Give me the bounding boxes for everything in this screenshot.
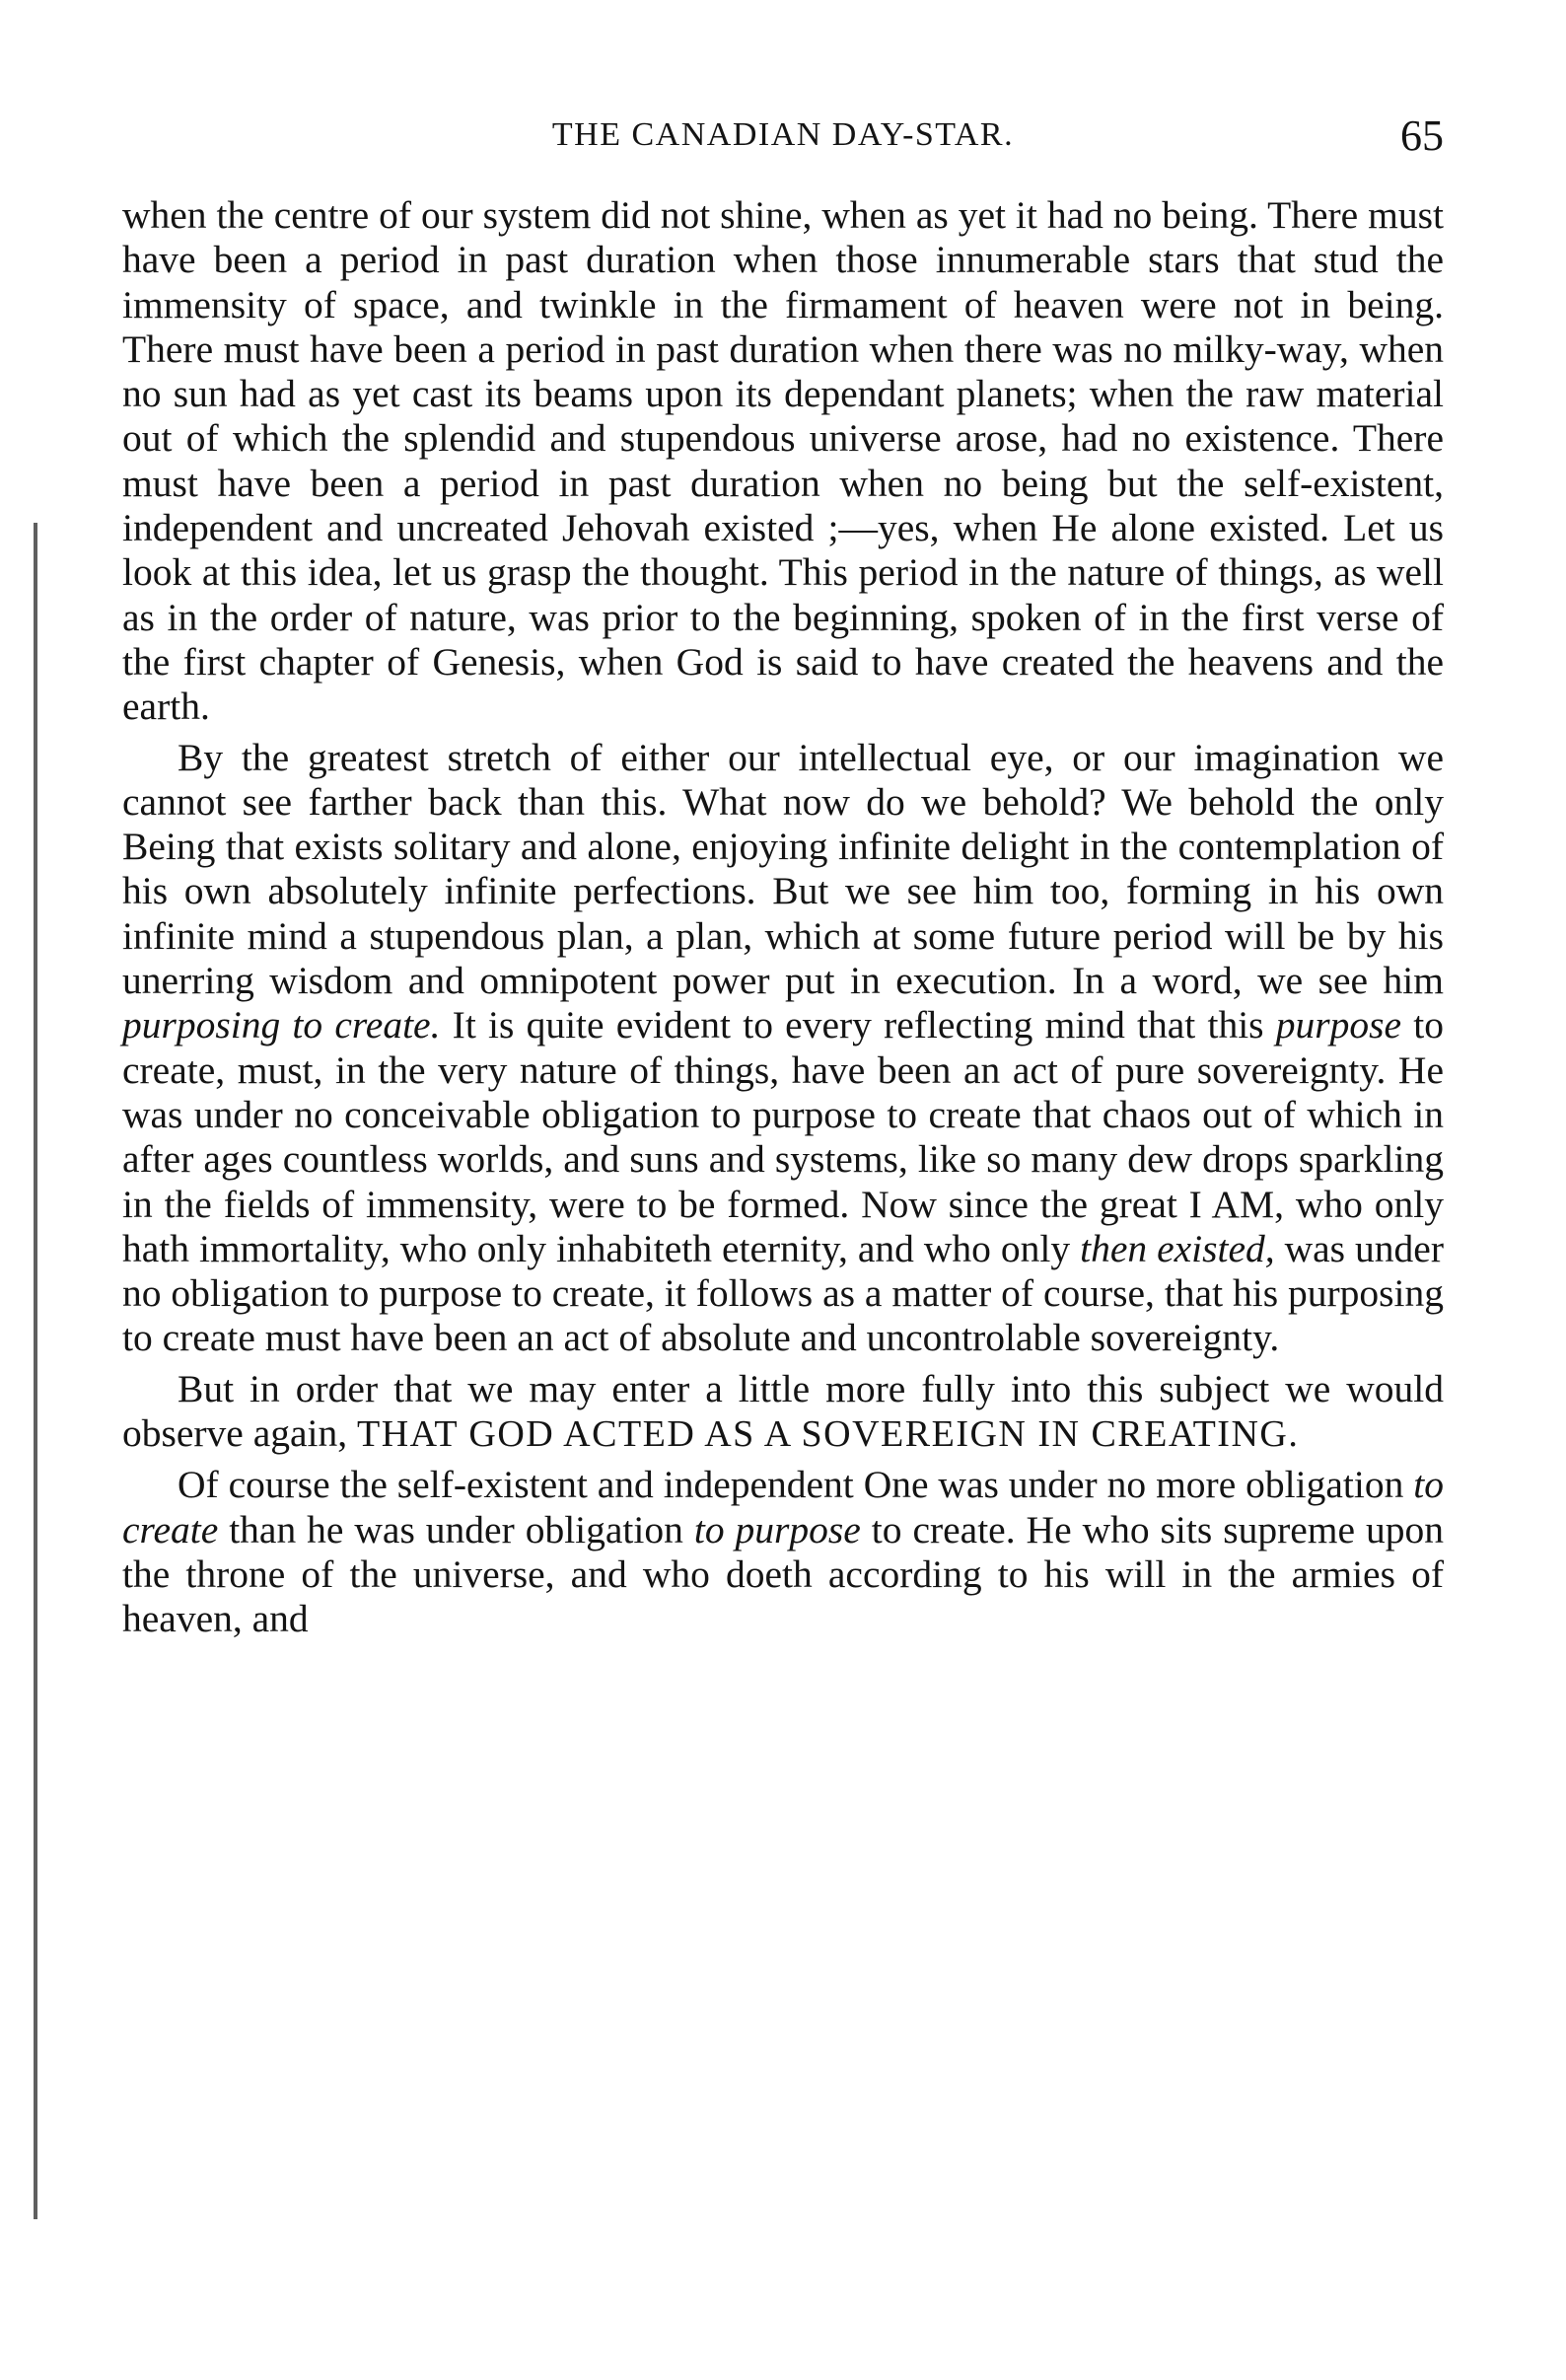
- paragraph-2-text-e: to create, must, in the very nature of things, have been an act of pure sovereignty. He was under no conceivable obligation to purpose to create that chaos out of which in after ages countless worlds, and suns and systems, like so many dew drops sparkling in the fields of immensity, were to be formed. Now since the great I AM, who only hath immortality, who only inhabiteth eternity, and who only: [122, 1003, 1444, 1270]
- paragraph-1-text: when the centre of our system did not shine, when as yet it had no being. There must have been a period in past duration when those innumerable stars that stud the immensity of space, and twinkle in the firmament of heaven were not in being. There must have been a period in past duration when there was no milky-way, when no sun had as yet cast its beams upon its dependant planets; when the raw material out of which the splendid and stupendous universe arose, had no existence. There must have been a period in past duration when no being but the self-existent, independent and uncreated Jehovah existed ;—yes, when He alone existed. Let us look at this idea, let us grasp the thought. This period in the nature of things, as well as in the order of nature, was prior to the beginning, spoken of in the first verse of the first chapter of Genesis, when God is said to have created the heavens and the earth.: [122, 193, 1444, 729]
- paragraph-2-text-c: It is quite evident to every reflecting mind that this: [440, 1003, 1276, 1047]
- running-title: THE CANADIAN DAY-STAR.: [551, 116, 1015, 153]
- paragraph-2-italic-purposing: purposing to create.: [122, 1003, 441, 1047]
- page-header: [122, 110, 1444, 170]
- paragraph-3-text: But in order that we may enter a little more fully into this subject we would observe again,: [122, 1366, 1444, 1456]
- paragraph-2-italic-purpose: purpose: [1275, 1003, 1402, 1047]
- paragraph-2-text-a: By the greatest stretch of either our intellectual eye, or our imagination we cannot see farther back than this. What now do we behold? We behold the only Being that exists solitary and alone, enjoying infinite delight in the contemplation of his own absolutely infinite perfections. But we see him too, forming in his own infinite mind a stupendous plan, a plan, which at some future period will be by his unerring wisdom and omnipotent power put in execution. In a word, we see him: [122, 735, 1444, 1003]
- margin-binding-line: [34, 523, 37, 2219]
- paragraph-3: [122, 1367, 1444, 1458]
- page-number: 65: [1400, 111, 1444, 160]
- paragraph-1: [122, 193, 1444, 730]
- paragraph-4-italic-to-create: to create: [122, 1463, 1444, 1551]
- paragraph-4-text-a: Of course the self-existent and independent One was under no more obligation: [178, 1463, 1414, 1507]
- paragraph-4-italic-to-purpose: to purpose: [693, 1507, 861, 1551]
- paragraph-4: [122, 1463, 1444, 1641]
- paragraph-4-text-c: than he was under obligation: [218, 1507, 694, 1551]
- paragraph-2-italic-then-existed: then existed,: [1080, 1226, 1275, 1270]
- paragraph-4-text-e: to create. He who sits supreme upon the throne of the universe, and who doeth according to his will in the armies of heaven, and: [122, 1507, 1444, 1641]
- section-heading-sovereign: THAT GOD ACTED AS A SOVEREIGN IN CREATING.: [357, 1413, 1300, 1456]
- paragraph-2: [122, 736, 1444, 1361]
- body-text: [122, 193, 1444, 1642]
- paragraph-2-text-g: was under no obligation to purpose to create, it follows as a matter of course, that his purposing to create must have been an act of absolute and uncontrolable sovereignty.: [122, 1226, 1444, 1360]
